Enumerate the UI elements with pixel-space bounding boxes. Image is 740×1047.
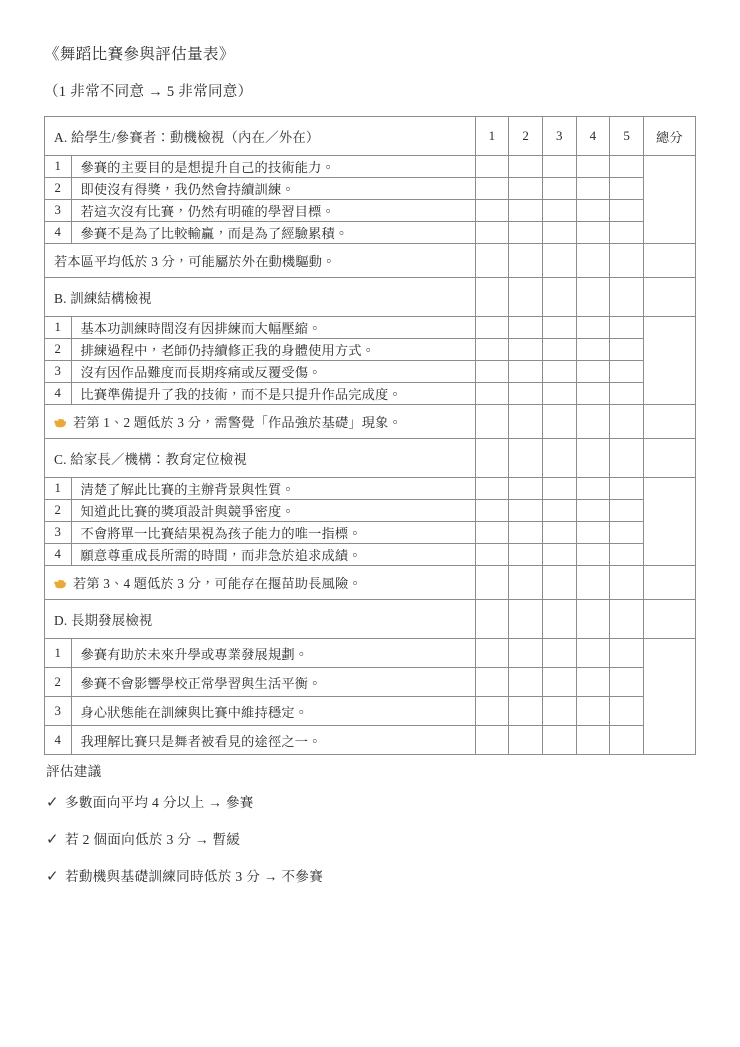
section-1-item-row (45, 339, 696, 361)
section-3-item-2-rating-cell-4[interactable] (576, 668, 610, 697)
section-1-item-3-number: 3 (45, 361, 72, 383)
section-1-item-3-rating-cell-4[interactable] (576, 361, 610, 383)
section-1-note-rating-cell-1[interactable] (475, 405, 509, 439)
section-1-note-rating-cell-3[interactable] (542, 405, 576, 439)
section-0-item-3-text: 若這次沒有比賽，仍然有明確的學習目標。 (71, 200, 475, 222)
section-2-item-1-text: 清楚了解此比賽的主辦背景與性質。 (71, 478, 475, 500)
section-3-item-1-rating-cell-3[interactable] (542, 639, 576, 668)
section-2-header-rating-cell-5[interactable] (610, 439, 644, 478)
section-2-note-rating-cell-1[interactable] (475, 566, 509, 600)
section-1-item-2-rating-cell-2[interactable] (509, 339, 543, 361)
section-0-item-1-rating-cell-5[interactable] (610, 156, 644, 178)
section-3-header-rating-cell-4[interactable] (576, 600, 610, 639)
section-1-item-3-rating-cell-3[interactable] (542, 361, 576, 383)
section-2-note-rating-cell-3[interactable] (542, 566, 576, 600)
section-1-note-total-cell[interactable] (643, 405, 695, 439)
section-0-item-1-number: 1 (45, 156, 72, 178)
recommendation-item (46, 793, 696, 813)
section-2-item-2-number: 2 (45, 500, 72, 522)
section-1-item-1-rating-cell-3[interactable] (542, 317, 576, 339)
section-0-item-3-rating-cell-2[interactable] (509, 200, 543, 222)
section-1-item-3-rating-cell-5[interactable] (610, 361, 644, 383)
section-0-item-1-rating-cell-1[interactable] (475, 156, 509, 178)
section-2-total-cell[interactable] (643, 478, 695, 566)
section-0-item-4-rating-cell-5[interactable] (610, 222, 644, 244)
section-1-item-row (45, 361, 696, 383)
section-1-item-4-rating-cell-5[interactable] (610, 383, 644, 405)
section-2-item-row (45, 478, 696, 500)
recommendation-text: 若動機與基礎訓練同時低於 3 分 → 不參賽 (65, 869, 324, 884)
section-2-item-3-rating-cell-1[interactable] (475, 522, 509, 544)
section-1-item-4-text: 比賽準備提升了我的技術，而不是只提升作品完成度。 (71, 383, 475, 405)
section-3-item-4-number: 4 (45, 726, 72, 755)
section-3-item-4-rating-cell-1[interactable] (475, 726, 509, 755)
section-2-header-rating-cell-1[interactable] (475, 439, 509, 478)
section-0-item-2-rating-cell-1[interactable] (475, 178, 509, 200)
section-2-item-3-number: 3 (45, 522, 72, 544)
section-2-header-rating-cell-3[interactable] (542, 439, 576, 478)
section-2-header-row (45, 439, 696, 478)
section-3-item-1-text: 參賽有助於未來升學或專業發展規劃。 (71, 639, 475, 668)
section-1-item-3-rating-cell-1[interactable] (475, 361, 509, 383)
section-0-note-rating-cell-1[interactable] (475, 244, 509, 278)
section-1-header-rating-cell-3[interactable] (542, 278, 576, 317)
assessment-table (44, 116, 696, 755)
section-2-item-2-rating-cell-1[interactable] (475, 500, 509, 522)
section-1-header-row (45, 278, 696, 317)
section-0-item-4-rating-cell-1[interactable] (475, 222, 509, 244)
section-1-header-total-cell[interactable] (643, 278, 695, 317)
section-2-item-2-text: 知道此比賽的獎項設計與競爭密度。 (71, 500, 475, 522)
recommendation-item (46, 830, 696, 850)
section-2-item-1-rating-cell-2[interactable] (509, 478, 543, 500)
section-1-item-4-rating-cell-2[interactable] (509, 383, 543, 405)
section-2-item-3-rating-cell-2[interactable] (509, 522, 543, 544)
scale-legend: （1 非常不同意 → 5 非常同意） (44, 84, 253, 100)
section-2-item-2-rating-cell-2[interactable] (509, 500, 543, 522)
section-0-item-1-rating-cell-2[interactable] (509, 156, 543, 178)
section-0-item-1-rating-cell-3[interactable] (542, 156, 576, 178)
section-3-item-4-text: 我理解比賽只是舞者被看見的途徑之一。 (71, 726, 475, 755)
section-3-header-row (45, 600, 696, 639)
section-0-item-2-rating-cell-2[interactable] (509, 178, 543, 200)
section-3-item-3-rating-cell-5[interactable] (610, 697, 644, 726)
section-2-item-3-text: 不會將單一比賽結果視為孩子能力的唯一指標。 (71, 522, 475, 544)
section-1-item-2-rating-cell-5[interactable] (610, 339, 644, 361)
section-3-item-1-rating-cell-2[interactable] (509, 639, 543, 668)
section-2-item-4-number: 4 (45, 544, 72, 566)
section-2-item-row (45, 500, 696, 522)
section-3-item-1-rating-cell-1[interactable] (475, 639, 509, 668)
section-0-item-3-rating-cell-3[interactable] (542, 200, 576, 222)
section-0-item-row (45, 156, 696, 178)
section-3-item-1-number: 1 (45, 639, 72, 668)
section-1-note-row (45, 405, 696, 439)
check-icon: ✓ (46, 832, 59, 848)
section-2-item-2-rating-cell-4[interactable] (576, 500, 610, 522)
section-2-note-text: 若第 3、4 題低於 3 分，可能存在揠苗助長風險。 (45, 566, 476, 600)
pointing-hand-icon (54, 415, 68, 431)
section-3-item-row (45, 639, 696, 668)
section-0-item-4-text: 參賽不是為了比較輸贏，而是為了經驗累積。 (71, 222, 475, 244)
section-0-item-2-rating-cell-3[interactable] (542, 178, 576, 200)
section-2-item-4-rating-cell-3[interactable] (542, 544, 576, 566)
section-0-note-text: 若本區平均低於 3 分，可能屬於外在動機驅動。 (45, 244, 476, 278)
section-2-item-1-rating-cell-3[interactable] (542, 478, 576, 500)
section-1-header-rating-cell-2[interactable] (509, 278, 543, 317)
section-1-item-2-rating-cell-4[interactable] (576, 339, 610, 361)
section-3-item-2-rating-cell-2[interactable] (509, 668, 543, 697)
section-2-note-row (45, 566, 696, 600)
check-icon: ✓ (46, 795, 59, 811)
section-3-item-2-rating-cell-1[interactable] (475, 668, 509, 697)
section-2-item-row (45, 522, 696, 544)
section-2-header-rating-cell-2[interactable] (509, 439, 543, 478)
section-3-item-3-number: 3 (45, 697, 72, 726)
section-0-item-2-rating-cell-4[interactable] (576, 178, 610, 200)
rating-column-header-2: 2 (509, 117, 543, 156)
section-0-item-2-number: 2 (45, 178, 72, 200)
section-1-note-rating-cell-2[interactable] (509, 405, 543, 439)
section-2-item-4-rating-cell-1[interactable] (475, 544, 509, 566)
section-2-item-4-rating-cell-2[interactable] (509, 544, 543, 566)
section-3-item-3-rating-cell-1[interactable] (475, 697, 509, 726)
section-0-note-rating-cell-3[interactable] (542, 244, 576, 278)
section-1-item-4-rating-cell-3[interactable] (542, 383, 576, 405)
recommendation-text: 多數面向平均 4 分以上 → 參賽 (65, 795, 254, 810)
rating-column-header-4: 4 (576, 117, 610, 156)
section-0-item-2-rating-cell-5[interactable] (610, 178, 644, 200)
section-3-item-2-rating-cell-5[interactable] (610, 668, 644, 697)
section-1-note-rating-cell-5[interactable] (610, 405, 644, 439)
recommendations-list (46, 793, 696, 887)
section-1-item-2-rating-cell-3[interactable] (542, 339, 576, 361)
section-3-item-4-rating-cell-5[interactable] (610, 726, 644, 755)
rating-column-header-1: 1 (475, 117, 509, 156)
section-2-item-1-rating-cell-5[interactable] (610, 478, 644, 500)
section-2-note-rating-cell-4[interactable] (576, 566, 610, 600)
section-1-note-text: 若第 1、2 題低於 3 分，需警覺「作品強於基礎」現象。 (45, 405, 476, 439)
section-2-item-1-rating-cell-1[interactable] (475, 478, 509, 500)
section-1-item-row (45, 317, 696, 339)
section-1-item-1-rating-cell-2[interactable] (509, 317, 543, 339)
section-2-item-row (45, 544, 696, 566)
section-2-item-1-number: 1 (45, 478, 72, 500)
section-3-item-4-rating-cell-2[interactable] (509, 726, 543, 755)
total-column-header: 總分 (643, 117, 695, 156)
section-2-item-3-rating-cell-4[interactable] (576, 522, 610, 544)
section-1-item-1-rating-cell-5[interactable] (610, 317, 644, 339)
section-3-header-rating-cell-1[interactable] (475, 600, 509, 639)
section-1-item-3-rating-cell-2[interactable] (509, 361, 543, 383)
section-2-item-4-text: 願意尊重成長所需的時間，而非急於追求成績。 (71, 544, 475, 566)
section-2-item-4-rating-cell-5[interactable] (610, 544, 644, 566)
section-1-item-1-rating-cell-1[interactable] (475, 317, 509, 339)
section-2-item-1-rating-cell-4[interactable] (576, 478, 610, 500)
section-0-item-4-rating-cell-2[interactable] (509, 222, 543, 244)
section-3-item-2-rating-cell-3[interactable] (542, 668, 576, 697)
section-1-item-4-number: 4 (45, 383, 72, 405)
section-1-item-1-number: 1 (45, 317, 72, 339)
section-2-note-total-cell[interactable] (643, 566, 695, 600)
section-1-item-2-number: 2 (45, 339, 72, 361)
section-2-title: C. 給家長／機構：教育定位檢視 (45, 439, 476, 478)
rating-column-header-5: 5 (610, 117, 644, 156)
section-3-item-2-text: 參賽不會影響學校正常學習與生活平衡。 (71, 668, 475, 697)
section-0-item-2-text: 即使沒有得獎，我仍然會持續訓練。 (71, 178, 475, 200)
section-0-item-3-rating-cell-4[interactable] (576, 200, 610, 222)
section-3-header-total-cell[interactable] (643, 600, 695, 639)
section-3-item-2-number: 2 (45, 668, 72, 697)
section-1-item-row (45, 383, 696, 405)
section-2-note-rating-cell-5[interactable] (610, 566, 644, 600)
section-1-title: B. 訓練結構檢視 (45, 278, 476, 317)
section-2-item-3-rating-cell-5[interactable] (610, 522, 644, 544)
page-title: 《舞蹈比賽參與評估量表》 (44, 46, 235, 63)
section-0-note-row (45, 244, 696, 278)
section-0-note-rating-cell-4[interactable] (576, 244, 610, 278)
section-2-item-3-rating-cell-3[interactable] (542, 522, 576, 544)
section-0-total-cell[interactable] (643, 156, 695, 244)
recommendations-heading: 評估建議 (46, 764, 102, 779)
section-0-note-rating-cell-2[interactable] (509, 244, 543, 278)
section-3-item-3-rating-cell-3[interactable] (542, 697, 576, 726)
section-1-item-2-text: 排練過程中，老師仍持續修正我的身體使用方式。 (71, 339, 475, 361)
section-0-note-rating-cell-5[interactable] (610, 244, 644, 278)
section-3-item-3-rating-cell-4[interactable] (576, 697, 610, 726)
rating-column-header-3: 3 (542, 117, 576, 156)
section-1-total-cell[interactable] (643, 317, 695, 405)
section-1-item-4-rating-cell-4[interactable] (576, 383, 610, 405)
section-0-item-1-text: 參賽的主要目的是想提升自己的技術能力。 (71, 156, 475, 178)
section-1-item-1-rating-cell-4[interactable] (576, 317, 610, 339)
recommendation-text: 若 2 個面向低於 3 分 → 暫緩 (65, 832, 241, 847)
section-3-header-rating-cell-2[interactable] (509, 600, 543, 639)
section-2-item-4-rating-cell-4[interactable] (576, 544, 610, 566)
section-3-item-row (45, 726, 696, 755)
section-0-item-1-rating-cell-4[interactable] (576, 156, 610, 178)
section-0-note-total-cell[interactable] (643, 244, 695, 278)
pointing-hand-icon (54, 576, 68, 592)
section-3-item-1-rating-cell-5[interactable] (610, 639, 644, 668)
section-2-note-rating-cell-2[interactable] (509, 566, 543, 600)
section-3-item-3-rating-cell-2[interactable] (509, 697, 543, 726)
section-0-item-3-rating-cell-5[interactable] (610, 200, 644, 222)
section-3-item-1-rating-cell-4[interactable] (576, 639, 610, 668)
section-3-item-row (45, 668, 696, 697)
section-2-header-total-cell[interactable] (643, 439, 695, 478)
section-3-item-4-rating-cell-3[interactable] (542, 726, 576, 755)
section-0-item-row (45, 200, 696, 222)
section-1-item-4-rating-cell-1[interactable] (475, 383, 509, 405)
section-1-header-rating-cell-5[interactable] (610, 278, 644, 317)
section-0-item-row (45, 222, 696, 244)
section-3-total-cell[interactable] (643, 639, 695, 755)
section-0-title: A. 給學生/參賽者：動機檢視（內在／外在） (45, 117, 476, 156)
section-0-item-4-number: 4 (45, 222, 72, 244)
section-2-item-2-rating-cell-3[interactable] (542, 500, 576, 522)
check-icon: ✓ (46, 869, 59, 885)
section-1-item-3-text: 沒有因作品難度而長期疼痛或反覆受傷。 (71, 361, 475, 383)
recommendations-block (44, 762, 696, 887)
section-1-header-rating-cell-1[interactable] (475, 278, 509, 317)
section-0-item-row (45, 178, 696, 200)
section-0-header-row (45, 117, 696, 156)
section-1-note-rating-cell-4[interactable] (576, 405, 610, 439)
section-3-header-rating-cell-3[interactable] (542, 600, 576, 639)
section-1-item-2-rating-cell-1[interactable] (475, 339, 509, 361)
section-2-item-2-rating-cell-5[interactable] (610, 500, 644, 522)
section-0-item-3-number: 3 (45, 200, 72, 222)
section-0-item-3-rating-cell-1[interactable] (475, 200, 509, 222)
assessment-table-body (45, 117, 696, 755)
section-0-item-4-rating-cell-3[interactable] (542, 222, 576, 244)
section-3-title: D. 長期發展檢視 (45, 600, 476, 639)
section-1-header-rating-cell-4[interactable] (576, 278, 610, 317)
section-3-item-4-rating-cell-4[interactable] (576, 726, 610, 755)
section-3-item-row (45, 697, 696, 726)
section-1-item-1-text: 基本功訓練時間沒有因排練而大幅壓縮。 (71, 317, 475, 339)
recommendation-item (46, 867, 696, 887)
section-0-item-4-rating-cell-4[interactable] (576, 222, 610, 244)
section-3-header-rating-cell-5[interactable] (610, 600, 644, 639)
section-2-header-rating-cell-4[interactable] (576, 439, 610, 478)
section-3-item-3-text: 身心狀態能在訓練與比賽中維持穩定。 (71, 697, 475, 726)
